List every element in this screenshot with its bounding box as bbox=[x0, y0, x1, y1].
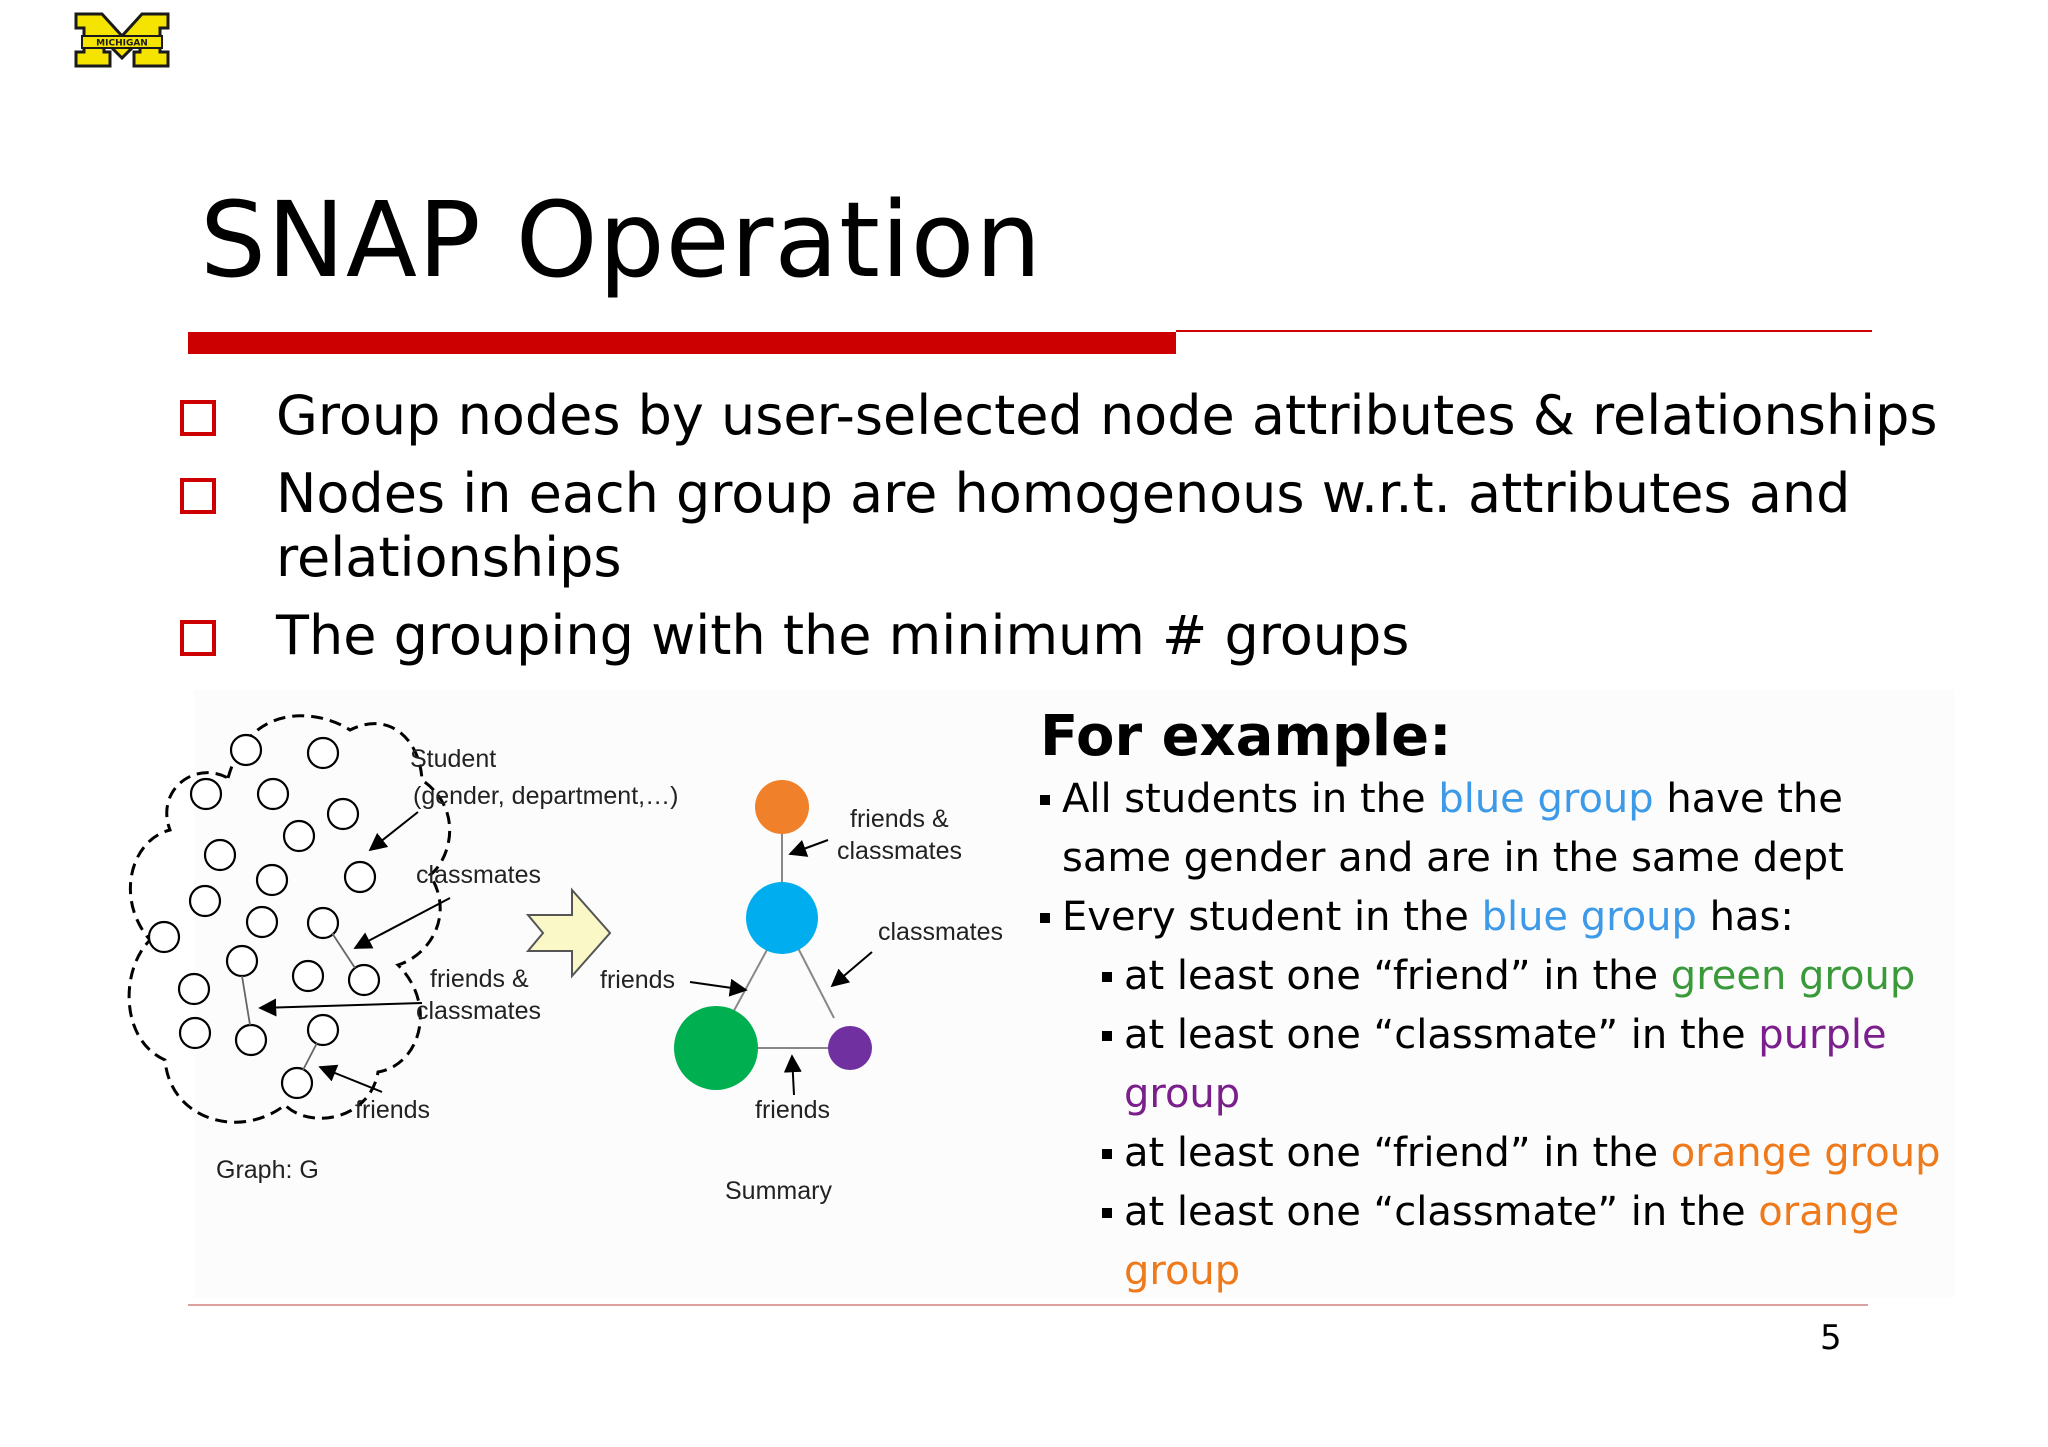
graph-node bbox=[345, 862, 375, 892]
title-underline-thick bbox=[188, 332, 1176, 354]
summary-label-friends-and: friends & bbox=[850, 805, 949, 833]
example-text: at least one “friend” in the bbox=[1124, 1130, 1671, 1176]
summary-label-friends-left: friends bbox=[600, 966, 676, 994]
blue-group-text: blue group bbox=[1438, 776, 1654, 822]
arrow-friends bbox=[320, 1067, 382, 1092]
summary-arrow-bottom bbox=[792, 1056, 794, 1095]
graph-node bbox=[236, 1025, 266, 1055]
square-bullet-icon bbox=[180, 620, 216, 656]
graph-node bbox=[149, 922, 179, 952]
example-subline bbox=[1102, 1006, 1887, 1065]
square-bullet-icon bbox=[1102, 1031, 1112, 1041]
orange-group-node bbox=[755, 780, 809, 834]
orange-group-text: orange group bbox=[1670, 1130, 1941, 1176]
graph-node bbox=[308, 1015, 338, 1045]
graph-node bbox=[227, 946, 257, 976]
example-subline bbox=[1102, 947, 1915, 1006]
title-underline-thin bbox=[1176, 330, 1872, 332]
summary-edge bbox=[798, 948, 834, 1018]
summary-label-classmates: classmates bbox=[837, 837, 963, 865]
summary-edge bbox=[730, 948, 768, 1018]
graph-node bbox=[231, 735, 261, 765]
example-text: have the bbox=[1653, 776, 1843, 822]
michigan-logo-icon bbox=[72, 10, 172, 70]
footer-divider bbox=[188, 1304, 1868, 1306]
blue-group-node bbox=[746, 882, 818, 954]
purple-group-text: group bbox=[1124, 1071, 1241, 1117]
square-bullet-icon bbox=[180, 478, 216, 514]
graph-node bbox=[308, 908, 338, 938]
example-subline bbox=[1102, 1124, 1940, 1183]
green-group-node bbox=[674, 1006, 758, 1090]
example-line: same gender and are in the same dept bbox=[1062, 835, 1844, 881]
summary-arrow-left bbox=[690, 982, 746, 990]
example-text: Every student in the bbox=[1062, 894, 1482, 940]
example-text: at least one “friend” in the bbox=[1124, 953, 1671, 999]
graph-node bbox=[247, 907, 277, 937]
graph-edge bbox=[303, 1043, 317, 1070]
bullet-text: Group nodes by user-selected node attributes & relationships bbox=[276, 384, 1938, 447]
page-number: 5 bbox=[1820, 1318, 1842, 1358]
example-subline bbox=[1102, 1183, 1899, 1242]
square-bullet-icon bbox=[1102, 1149, 1112, 1159]
example-text: has: bbox=[1696, 894, 1794, 940]
summary-arrow-top bbox=[790, 840, 828, 854]
square-bullet-icon bbox=[1040, 913, 1050, 923]
example-text: at least one “classmate” in the bbox=[1124, 1189, 1759, 1235]
arrow-friends-classmates bbox=[260, 1003, 422, 1008]
graph-edge bbox=[332, 933, 355, 968]
label-classmates-2: classmates bbox=[416, 997, 542, 1025]
graph-node bbox=[349, 965, 379, 995]
purple-group-text: purple bbox=[1758, 1012, 1887, 1058]
graph-edge bbox=[242, 976, 250, 1025]
logo-text: MICHIGAN bbox=[96, 38, 148, 49]
label-student: Student bbox=[410, 745, 497, 773]
blue-group-text: blue group bbox=[1481, 894, 1697, 940]
graph-node bbox=[191, 779, 221, 809]
graph-node bbox=[284, 821, 314, 851]
graph-node bbox=[180, 1018, 210, 1048]
label-friends: friends bbox=[355, 1096, 431, 1124]
slide-title: SNAP Operation bbox=[200, 179, 1043, 301]
label-friends-and: friends & bbox=[430, 965, 529, 993]
orange-group-text: orange bbox=[1758, 1189, 1900, 1235]
example-text: at least one “classmate” in the bbox=[1124, 1012, 1759, 1058]
example-line bbox=[1040, 770, 1843, 829]
example-heading: For example: bbox=[1040, 704, 1452, 769]
graph-node bbox=[282, 1068, 312, 1098]
square-bullet-icon bbox=[180, 400, 216, 436]
graph-node bbox=[257, 865, 287, 895]
bullet-text: The grouping with the minimum # groups bbox=[276, 604, 1410, 667]
summary-label-classmates-right: classmates bbox=[878, 918, 1004, 946]
graph-caption: Graph: G bbox=[216, 1156, 319, 1184]
square-bullet-icon bbox=[1040, 795, 1050, 805]
summary-caption: Summary bbox=[725, 1177, 832, 1205]
bullet-text: Nodes in each group are homogenous w.r.t. attributes and relationships bbox=[276, 462, 1851, 589]
graph-node bbox=[190, 886, 220, 916]
graph-cloud-outline bbox=[129, 716, 450, 1122]
arrow-classmates bbox=[355, 898, 450, 948]
graph-node bbox=[258, 779, 288, 809]
purple-group-node bbox=[828, 1026, 872, 1070]
graph-node bbox=[308, 738, 338, 768]
orange-group-text: group bbox=[1124, 1248, 1241, 1294]
summary-label-friends-bottom: friends bbox=[755, 1096, 831, 1124]
graph-node bbox=[205, 840, 235, 870]
transform-arrow-icon bbox=[528, 890, 610, 976]
arrow-student bbox=[370, 812, 418, 850]
summary-arrow-right bbox=[832, 952, 872, 986]
example-text: All students in the bbox=[1062, 776, 1439, 822]
square-bullet-icon bbox=[1102, 1208, 1112, 1218]
green-group-text: green group bbox=[1670, 953, 1916, 999]
square-bullet-icon bbox=[1102, 972, 1112, 982]
label-attributes: (gender, department,…) bbox=[413, 782, 679, 810]
graph-node bbox=[179, 974, 209, 1004]
snap-diagram bbox=[120, 700, 1020, 1260]
graph-node bbox=[293, 961, 323, 991]
example-line bbox=[1040, 888, 1794, 947]
label-classmates: classmates bbox=[416, 861, 542, 889]
graph-node bbox=[328, 799, 358, 829]
